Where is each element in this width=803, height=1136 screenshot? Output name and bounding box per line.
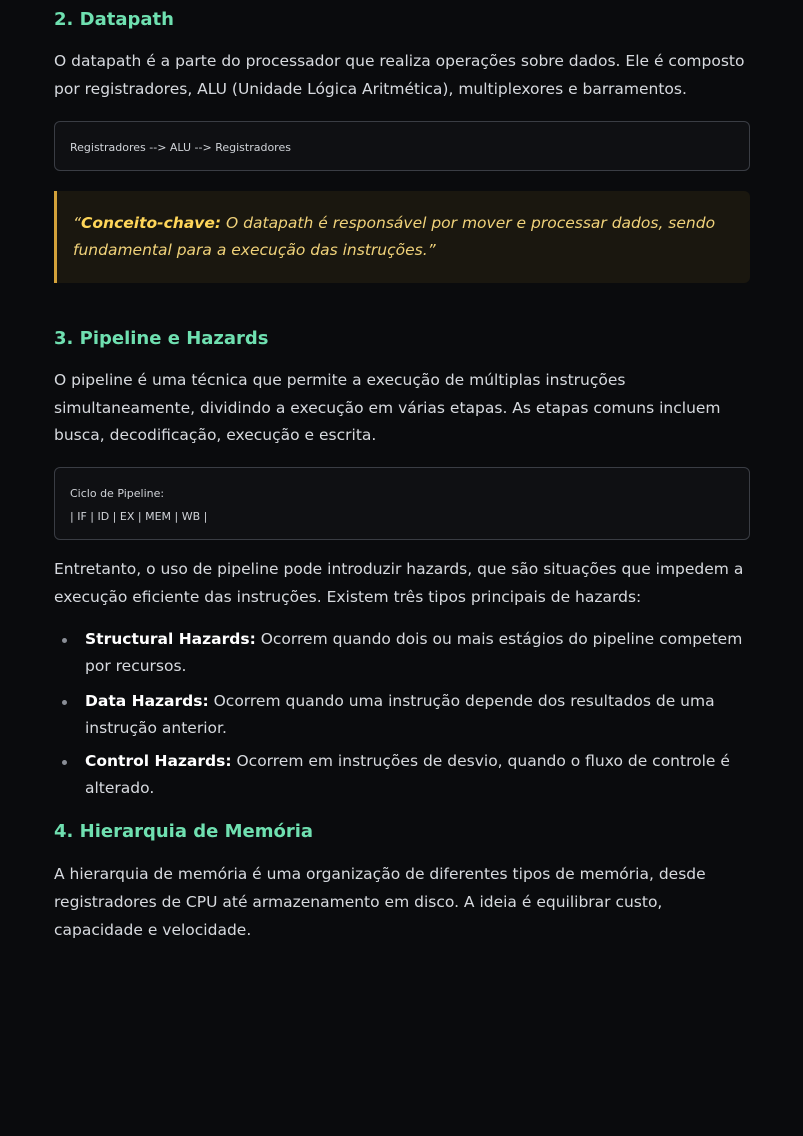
section-heading-pipeline: 3. Pipeline e Hazards <box>54 328 269 349</box>
list-item <box>54 688 750 742</box>
section-heading-memory-hierarchy: 4. Hierarquia de Memória <box>54 821 314 842</box>
hazards-intro-paragraph: Entretanto, o uso de pipeline pode introduzir hazards, que são situações que impedem a execução eficiente das instruções. Existem três tipos principais de hazards: <box>54 560 744 606</box>
code-line: | IF | ID | EX | MEM | WB | <box>70 510 208 523</box>
code-line: Registradores --> ALU --> Registradores <box>70 141 291 154</box>
list-item <box>54 626 750 680</box>
list-item-term: Data Hazards: <box>85 692 209 710</box>
list-item-text: Ocorrem quando dois ou mais estágios do pipeline competem por recursos. <box>85 630 743 675</box>
callout-text: O datapath é responsável por mover e processar dados, sendo fundamental para a execução das instruções. <box>73 214 716 259</box>
key-concept-callout <box>54 191 750 283</box>
callout-close-quote: ” <box>427 241 436 259</box>
callout-open-quote: “ <box>73 214 82 232</box>
list-item-text: Ocorrem quando uma instrução depende dos resultados de uma instrução anterior. <box>85 692 715 737</box>
hazards-list <box>54 626 750 802</box>
datapath-code-block <box>54 121 750 171</box>
pipeline-code-block <box>54 467 750 540</box>
datapath-paragraph: O datapath é a parte do processador que realiza operações sobre dados. Ele é composto por registradores, ALU (Unidade Lógica Aritmética), multiplexores e barramentos. <box>54 52 745 98</box>
bullet-icon <box>62 760 67 765</box>
callout-label: Conceito-chave: <box>81 214 222 232</box>
memory-hierarchy-paragraph: A hierarquia de memória é uma organização de diferentes tipos de memória, desde registradores de CPU até armazenamento em disco. A ideia é equilibrar custo, capacidade e velocidade. <box>54 865 706 939</box>
bullet-icon <box>62 638 67 643</box>
list-item-term: Structural Hazards: <box>85 630 256 648</box>
pipeline-paragraph: O pipeline é uma técnica que permite a execução de múltiplas instruções simultaneamente, dividindo a execução em várias etapas. As etapas comuns incluem busca, decodificação, execução e escrita. <box>54 371 721 444</box>
section-heading-datapath: 2. Datapath <box>54 9 174 30</box>
list-item-text: Ocorrem em instruções de desvio, quando o fluxo de controle é alterado. <box>85 752 730 797</box>
bullet-icon <box>62 700 67 705</box>
list-item <box>54 748 750 802</box>
list-item-term: Control Hazards: <box>85 752 232 770</box>
code-line: Ciclo de Pipeline: <box>70 487 165 500</box>
